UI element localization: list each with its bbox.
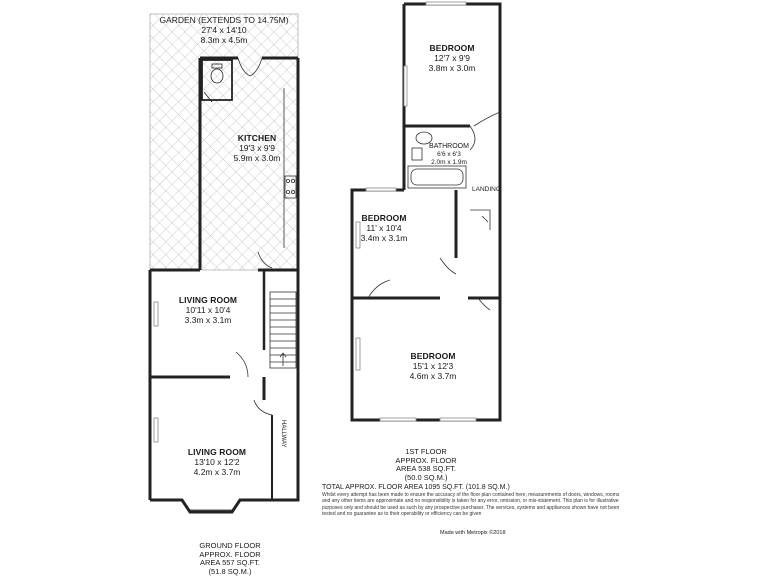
bedroom-top-name: BEDROOM [429,43,475,53]
bathroom-dim-imperial: 6'6 x 6'3 [437,151,461,159]
kitchen-dim-imperial: 19'3 x 9'9 [239,142,275,153]
ground-floor-windows [154,302,232,510]
metropix-credit: Made with Metropix ©2018 [440,530,506,536]
living-room-2-name: LIVING ROOM [187,447,247,457]
ground-floor-title: GROUND FLOOR [199,541,261,550]
garden-dim-metric: 8.3m x 4.5m [200,34,248,45]
bedroom-mid-dim-imperial: 11' x 10'4 [366,222,402,233]
bathroom-label [426,143,472,166]
bedroom-large-dim-metric: 4.6m x 3.7m [409,370,457,381]
first-floor-title: 1ST FLOOR [405,447,447,456]
ground-floor-doors [236,270,272,415]
bedroom-top-label [420,44,484,73]
living-room-1-dim-metric: 3.3m x 3.1m [184,314,232,325]
bedroom-mid-name: BEDROOM [361,213,407,223]
garden-label [150,16,298,45]
total-floor-area: TOTAL APPROX. FLOOR AREA 1095 SQ.FT. (101.8 SQ.M.) [322,484,510,491]
ground-floor-sqm: (51.8 SQ.M.) [208,566,252,576]
first-floor-approx: APPROX. FLOOR [395,455,457,465]
kitchen-name: KITCHEN [237,133,277,143]
bathroom-name: BATHROOM [429,143,469,150]
bedroom-large-name: BEDROOM [410,351,456,361]
living-room-1-name: LIVING ROOM [178,295,238,305]
living-room-1-dim-imperial: 10'11 x 10'4 [185,304,231,315]
ground-floor-sqft: AREA 557 SQ.FT. [199,558,261,568]
garden-dim-imperial: 27'4 x 14'10 [201,24,247,35]
living-room-1-label [172,296,244,325]
garden-name: GARDEN (EXTENDS TO 14.75M) [159,15,289,25]
living-room-2-dim-imperial: 13'10 x 12'2 [194,456,240,467]
bedroom-mid-label [352,214,416,243]
bathroom-dim-metric: 2.0m x 1.9m [431,158,467,166]
landing-label: LANDING [472,186,501,193]
ground-floor-area-label [190,542,270,577]
staircase [270,292,296,368]
first-floor-sqm: (50.0 SQ.M.) [404,472,448,482]
bedroom-large-dim-imperial: 15'1 x 12'3 [412,360,454,371]
living-room-2-dim-metric: 4.2m x 3.7m [193,466,241,477]
bedroom-large-label [400,352,466,381]
ground-floor-approx: APPROX. FLOOR [199,549,261,559]
kitchen-label [226,134,288,163]
first-floor-doors [368,112,500,310]
kitchen-dim-metric: 5.9m x 3.0m [233,152,281,163]
first-floor-area-label [386,448,466,483]
bedroom-mid-dim-metric: 3.4m x 3.1m [360,232,408,243]
bedroom-top-dim-metric: 3.8m x 3.0m [428,62,476,73]
disclaimer-text: Whilst every attempt has been made to ensure the accuracy of the floor plan contained here, measurements of doors, windows, rooms and any other items are approximate and no responsibility is taken for any error, omission, or mis-statement. This plan is for illustrative purposes only and should be used as such by any prospective purchaser. The services, systems and appliances shown have not been tested and no guarantee as to their operability or efficiency can be given [322,492,620,517]
hallway-label: HALLWAY [280,420,286,448]
living-room-2-label [180,448,254,477]
bedroom-top-dim-imperial: 12'7 x 9'9 [434,52,470,63]
first-floor-sqft: AREA 538 SQ.FT. [395,464,457,474]
